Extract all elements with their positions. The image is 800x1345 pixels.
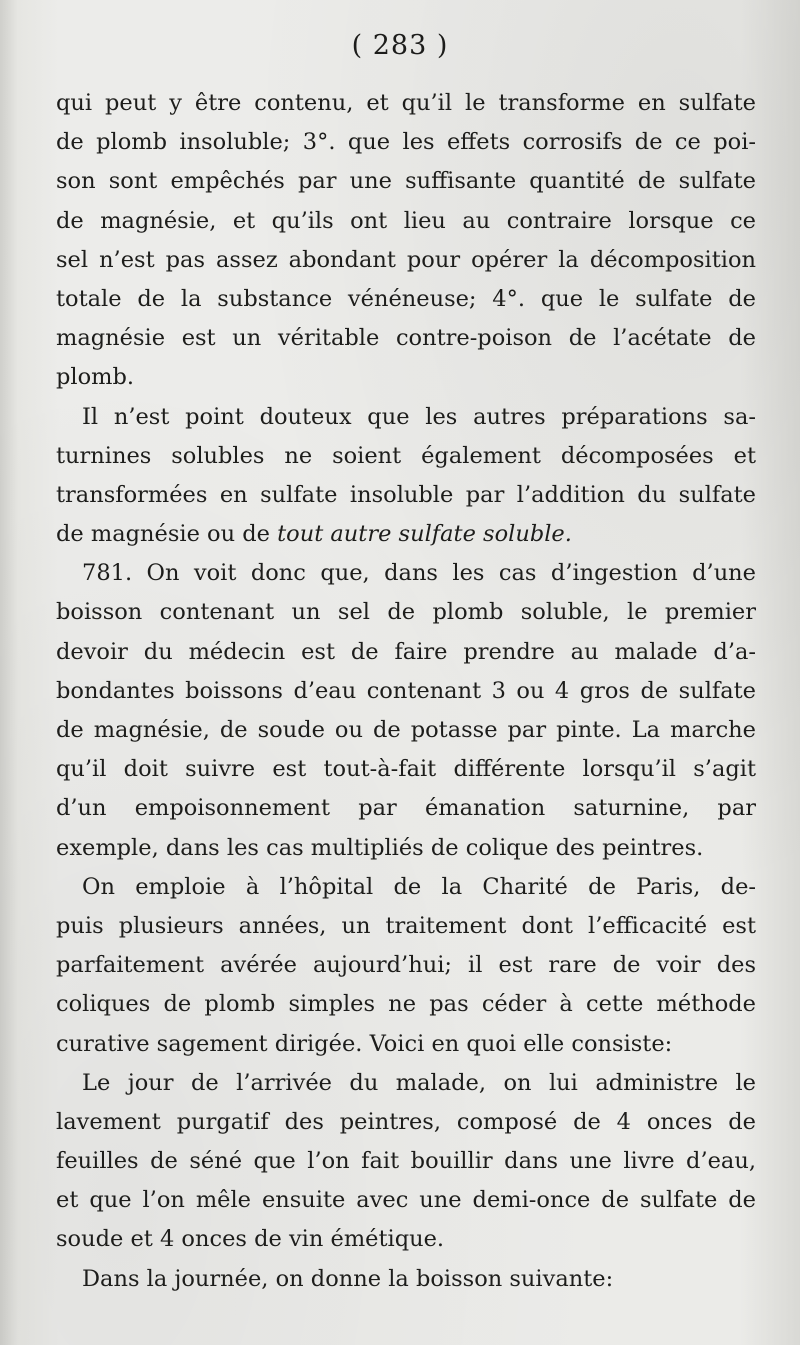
text-line-21: On emploie à l’hôpital de la Charité de Paris, de- <box>82 873 756 900</box>
text-line-8: plomb. <box>56 364 135 391</box>
text-line-6: totale de la substance vénéneuse; 4°. que le sulfate de <box>56 285 756 312</box>
text-line-14: boisson contenant un sel de plomb soluble, le premier <box>56 599 756 626</box>
text-line-25: curative sagement dirigée. Voici en quoi elle consiste: <box>56 1030 673 1057</box>
text-line-1: qui peut y être contenu, et qu’il le transforme en sulfate <box>56 90 756 116</box>
text-line-26: Le jour de l’arrivée du malade, on lui administre le <box>82 1069 756 1096</box>
text-line-18: qu’il doit suivre est tout-à-fait différente lorsqu’il s’agit <box>56 756 756 783</box>
body-text <box>56 84 756 1299</box>
text-line-9: Il n’est point douteux que les autres préparations sa- <box>82 403 756 430</box>
text-line-4: de magnésie, et qu’ils ont lieu au contraire lorsque ce <box>56 207 756 234</box>
text-line-27: lavement purgatif des peintres, composé de 4 onces de <box>56 1108 756 1135</box>
text-line-15: devoir du médecin est de faire prendre au malade d’a- <box>56 638 756 665</box>
text-line-5: sel n’est pas assez abondant pour opérer la décomposition <box>56 246 756 273</box>
text-line-31: Dans la journée, on donne la boisson suivante: <box>82 1265 614 1292</box>
text-line-24: coliques de plomb simples ne pas céder à cette méthode <box>56 991 756 1018</box>
italic-phrase: tout autre sulfate soluble. <box>277 521 572 548</box>
text-line-19: d’un empoisonnement par émanation saturnine, par <box>56 795 756 822</box>
text-line-16: bondantes boissons d’eau contenant 3 ou 4 gros de sulfate <box>56 677 756 704</box>
text-line-17: de magnésie, de soude ou de potasse par pinte. La marche <box>56 717 756 743</box>
text-line-22: puis plusieurs années, un traitement dont l’efficacité est <box>56 912 756 939</box>
text-line-10: turnines solubles ne soient également décomposées et <box>56 442 756 469</box>
page-number: ( 283 ) <box>351 30 449 61</box>
text-line-12-roman: de magnésie ou de <box>56 521 278 548</box>
text-line-29: et que l’on mêle ensuite avec une demi-once de sulfate de <box>56 1187 756 1214</box>
text-line-2: de plomb insoluble; 3°. que les effets corrosifs de ce poi- <box>56 129 756 156</box>
text-line-20: exemple, dans les cas multipliés de colique des peintres. <box>56 834 704 861</box>
text-line-13: 781. On voit donc que, dans les cas d’ingestion d’une <box>82 560 756 587</box>
text-line-7: magnésie est un véritable contre-poison de l’acétate de <box>56 325 756 352</box>
text-line-12 <box>56 515 756 554</box>
text-line-11: transformées en sulfate insoluble par l’addition du sulfate <box>56 481 756 508</box>
text-line-3: son sont empêchés par une suffisante quantité de sulfate <box>56 168 756 195</box>
text-line-23: parfaitement avérée aujourd’hui; il est rare de voir des <box>56 952 756 979</box>
text-line-30: soude et 4 onces de vin émétique. <box>56 1226 445 1253</box>
text-line-28: feuilles de séné que l’on fait bouillir dans une livre d’eau, <box>56 1148 756 1175</box>
